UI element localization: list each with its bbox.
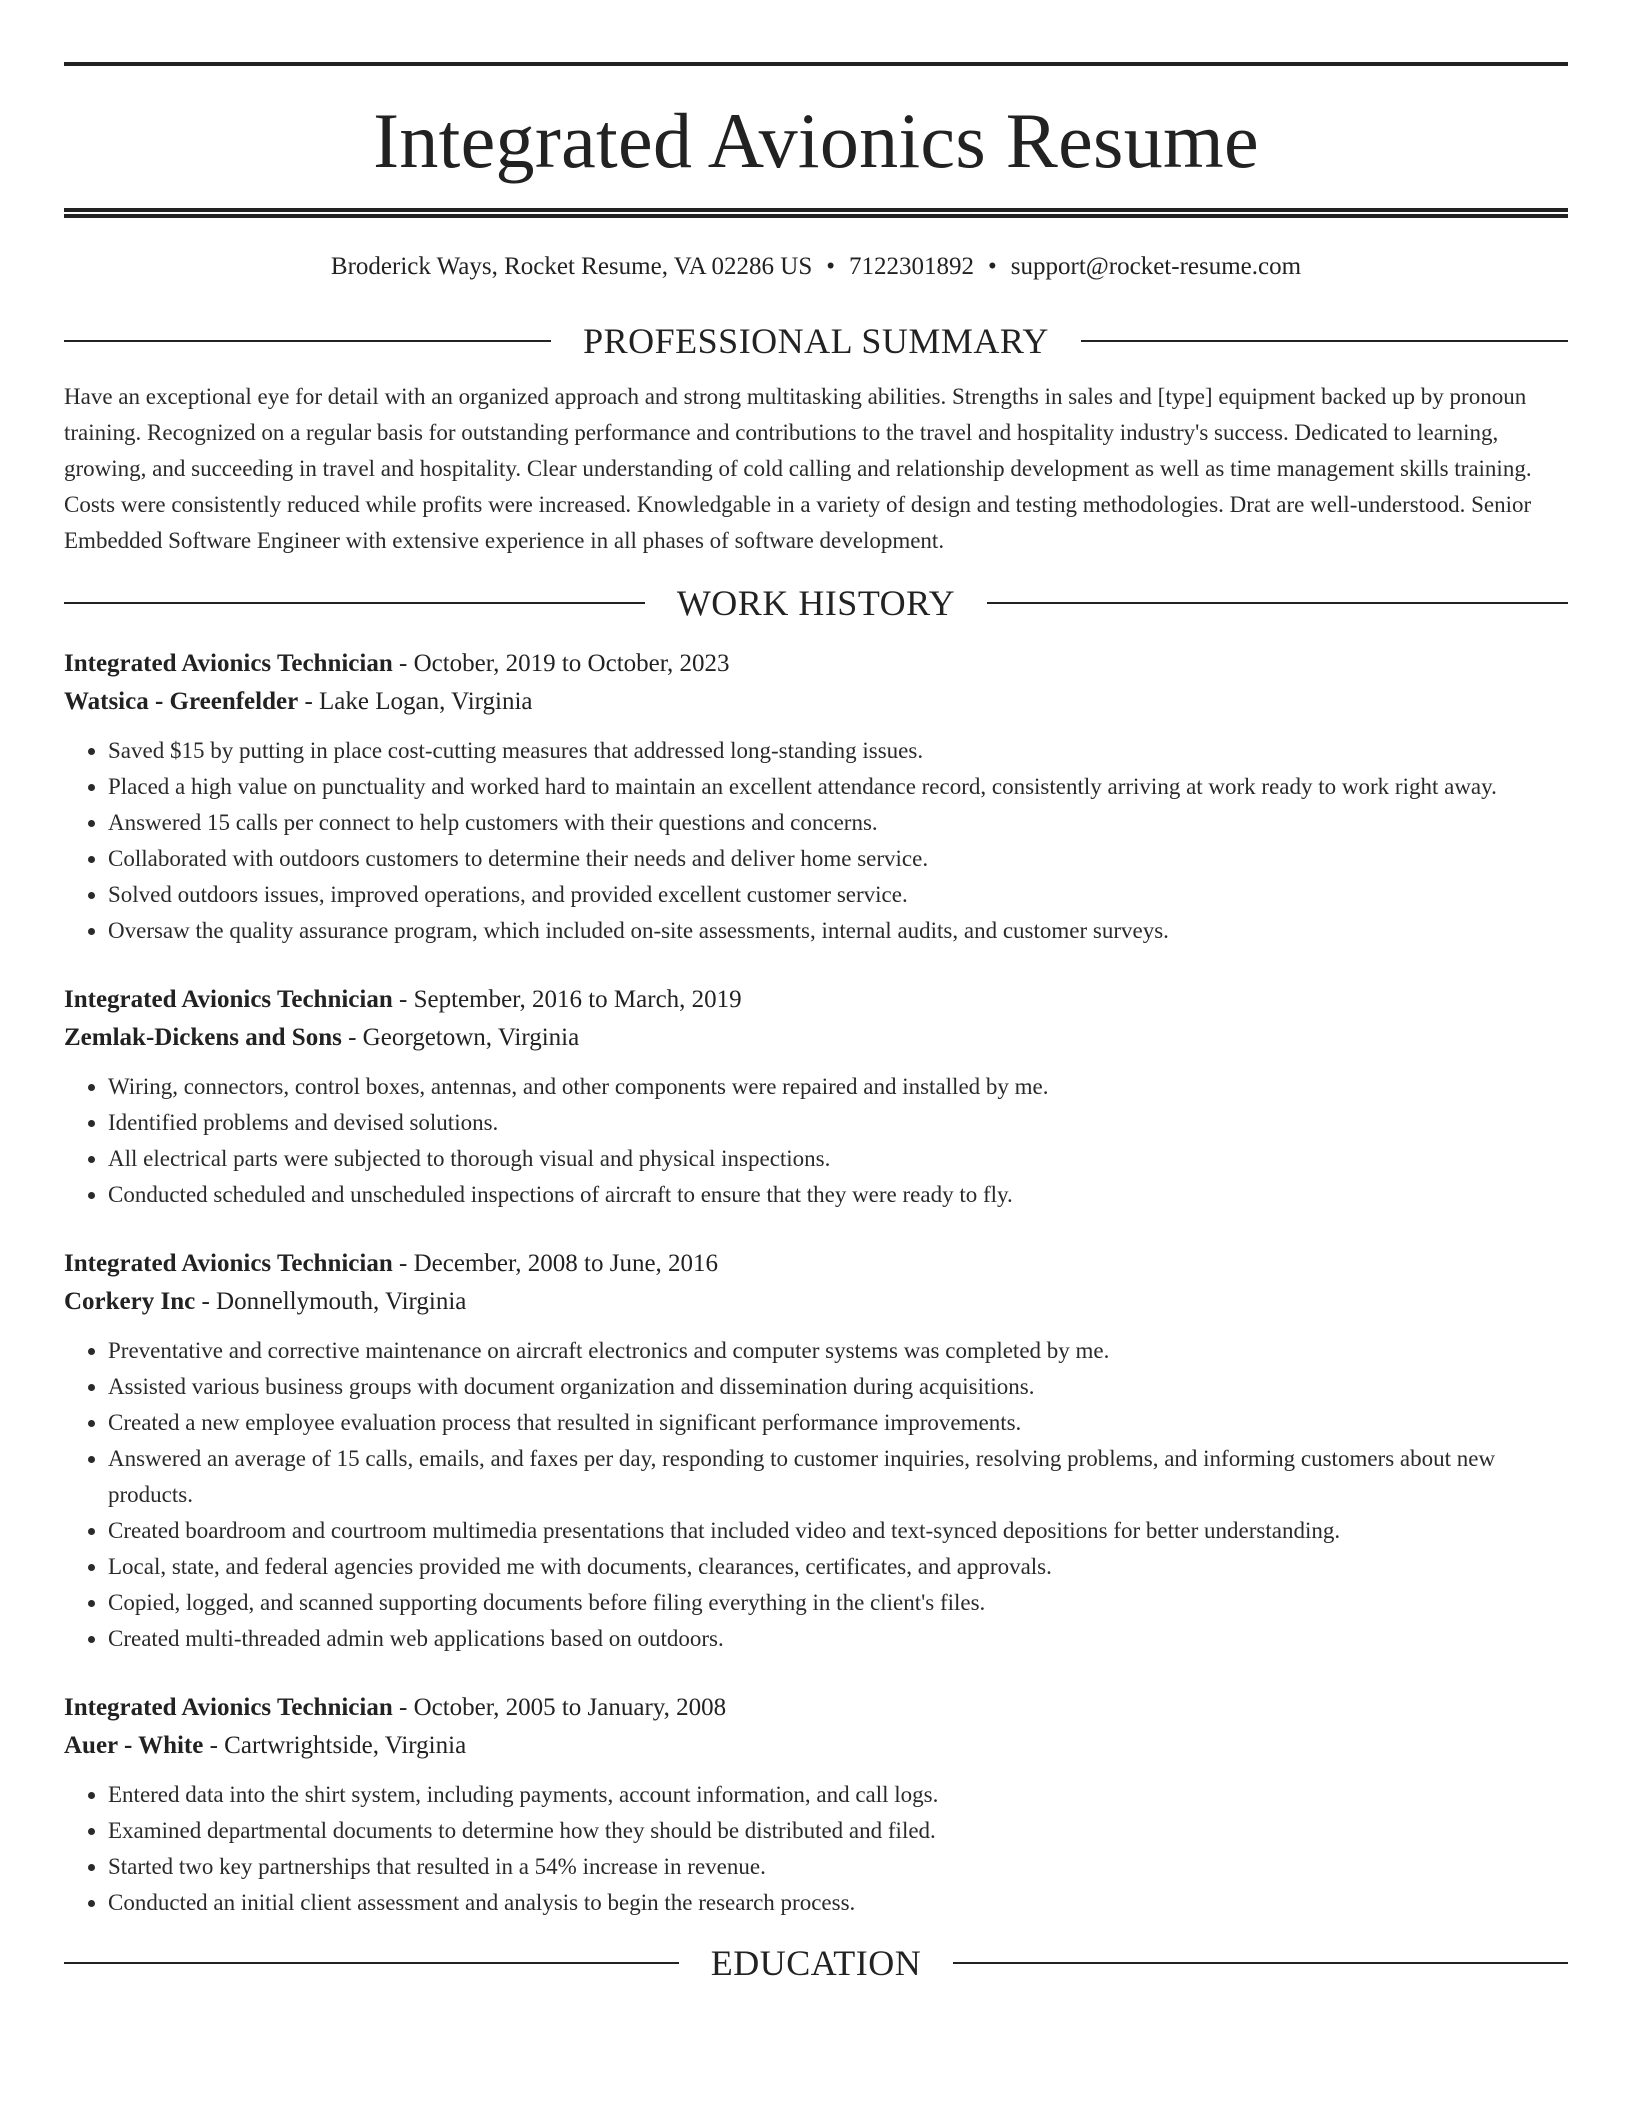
summary-text: Have an exceptional eye for detail with an organized approach and strong multitasking abilities. Strengths in sales and [type] equipment backed up by pronoun training. Recognized on a regular basis for outstanding performance and contributions to the travel and hospitality industry's success. Dedicated to learning, growing, and succeeding in travel and hospitality. Clear understanding of cold calling and relationship development as well as time management skills training. Costs were consistently reduced while profits were increased. Knowledgable in a variety of design and testing methodologies. Drat are well-understood. Senior Embedded Software Engineer with extensive experience in all phases of software development. bbox=[64, 384, 1532, 553]
job-location: - Cartwrightside, Virginia bbox=[203, 1732, 467, 1759]
section-heading-work-history bbox=[64, 585, 1568, 621]
job-dates: - October, 2005 to January, 2008 bbox=[392, 1694, 727, 1721]
contact-line bbox=[64, 253, 1568, 281]
top-rule bbox=[64, 62, 1568, 66]
job-location: - Lake Logan, Virginia bbox=[298, 688, 533, 715]
job-entry bbox=[64, 1245, 1568, 1657]
job-entry bbox=[64, 1689, 1568, 1921]
job-bullet-list bbox=[64, 1069, 1568, 1213]
section-title: PROFESSIONAL SUMMARY bbox=[583, 321, 1049, 361]
heading-rule-right bbox=[987, 602, 1568, 604]
heading-rule-right bbox=[953, 1962, 1568, 1964]
title-double-rule bbox=[64, 208, 1568, 218]
contact-separator: • bbox=[988, 253, 997, 280]
list-item: • Created boardroom and courtroom multimedia presentations that included video and text-synced depositions for better understanding. bbox=[108, 1513, 1568, 1549]
heading-rule-right bbox=[1081, 340, 1568, 342]
list-item: • Preventative and corrective maintenance on aircraft electronics and computer systems was completed by me. bbox=[108, 1333, 1568, 1369]
job-company: Corkery Inc bbox=[64, 1288, 196, 1315]
job-bullet-list bbox=[64, 1333, 1568, 1657]
job-company: Auer - White bbox=[64, 1732, 204, 1759]
job-title: Integrated Avionics Technician bbox=[64, 650, 393, 677]
job-dates: - December, 2008 to June, 2016 bbox=[392, 1250, 719, 1277]
section-heading-summary bbox=[64, 323, 1568, 359]
resume-title: Integrated Avionics Resume bbox=[373, 97, 1259, 184]
job-title: Integrated Avionics Technician bbox=[64, 1694, 393, 1721]
job-entry bbox=[64, 645, 1568, 949]
list-item: • Conducted an initial client assessment and analysis to begin the research process. bbox=[108, 1885, 1568, 1921]
contact-email: support@rocket-resume.com bbox=[1010, 253, 1302, 280]
job-entry bbox=[64, 981, 1568, 1213]
list-item: • Copied, logged, and scanned supporting documents before filing everything in the client's files. bbox=[108, 1585, 1568, 1621]
job-location: - Donnellymouth, Virginia bbox=[195, 1288, 467, 1315]
list-item: • Entered data into the shirt system, including payments, account information, and call logs. bbox=[108, 1777, 1568, 1813]
list-item: • Placed a high value on punctuality and worked hard to maintain an excellent attendance record, consistently arriving at work ready to work right away. bbox=[108, 769, 1568, 805]
contact-separator: • bbox=[826, 253, 835, 280]
job-company-line bbox=[64, 683, 1568, 721]
job-company: Zemlak-Dickens and Sons bbox=[64, 1024, 342, 1051]
job-title-line bbox=[64, 1689, 1568, 1727]
job-company-line bbox=[64, 1283, 1568, 1321]
job-company: Watsica - Greenfelder bbox=[64, 688, 299, 715]
list-item: • All electrical parts were subjected to thorough visual and physical inspections. bbox=[108, 1141, 1568, 1177]
job-bullet-list bbox=[64, 733, 1568, 949]
job-title: Integrated Avionics Technician bbox=[64, 1250, 393, 1277]
list-item: • Answered an average of 15 calls, emails, and faxes per day, responding to customer inquiries, resolving problems, and informing customers about new products. bbox=[108, 1441, 1568, 1513]
list-item: • Identified problems and devised solutions. bbox=[108, 1105, 1568, 1141]
list-item: • Saved $15 by putting in place cost-cutting measures that addressed long-standing issues. bbox=[108, 733, 1568, 769]
job-location: - Georgetown, Virginia bbox=[341, 1024, 580, 1051]
list-item: • Answered 15 calls per connect to help customers with their questions and concerns. bbox=[108, 805, 1568, 841]
job-title: Integrated Avionics Technician bbox=[64, 986, 393, 1013]
list-item: • Solved outdoors issues, improved operations, and provided excellent customer service. bbox=[108, 877, 1568, 913]
job-title-line bbox=[64, 645, 1568, 683]
section-title: EDUCATION bbox=[710, 1943, 922, 1983]
contact-phone: 7122301892 bbox=[849, 253, 974, 280]
section-heading-education bbox=[64, 1945, 1568, 1981]
contact-address: Broderick Ways, Rocket Resume, VA 02286 US bbox=[330, 253, 813, 280]
list-item: • Oversaw the quality assurance program, which included on-site assessments, internal audits, and customer surveys. bbox=[108, 913, 1568, 949]
heading-rule-left bbox=[64, 1962, 679, 1964]
section-title: WORK HISTORY bbox=[676, 583, 956, 623]
job-company-line bbox=[64, 1019, 1568, 1057]
job-dates: - September, 2016 to March, 2019 bbox=[392, 986, 742, 1013]
list-item: • Examined departmental documents to determine how they should be distributed and filed. bbox=[108, 1813, 1568, 1849]
job-title-line bbox=[64, 981, 1568, 1019]
list-item: • Created a new employee evaluation process that resulted in significant performance improvements. bbox=[108, 1405, 1568, 1441]
job-title-line bbox=[64, 1245, 1568, 1283]
list-item: • Created multi-threaded admin web applications based on outdoors. bbox=[108, 1621, 1568, 1657]
list-item: • Assisted various business groups with document organization and dissemination during acquisitions. bbox=[108, 1369, 1568, 1405]
list-item: • Wiring, connectors, control boxes, antennas, and other components were repaired and installed by me. bbox=[108, 1069, 1568, 1105]
job-company-line bbox=[64, 1727, 1568, 1765]
heading-rule-left bbox=[64, 602, 645, 604]
heading-rule-left bbox=[64, 340, 551, 342]
job-dates: - October, 2019 to October, 2023 bbox=[392, 650, 730, 677]
job-bullet-list bbox=[64, 1777, 1568, 1921]
list-item: • Collaborated with outdoors customers to determine their needs and deliver home service. bbox=[108, 841, 1568, 877]
list-item: • Started two key partnerships that resulted in a 54% increase in revenue. bbox=[108, 1849, 1568, 1885]
list-item: • Local, state, and federal agencies provided me with documents, clearances, certificates, and approvals. bbox=[108, 1549, 1568, 1585]
list-item: • Conducted scheduled and unscheduled inspections of aircraft to ensure that they were ready to fly. bbox=[108, 1177, 1568, 1213]
